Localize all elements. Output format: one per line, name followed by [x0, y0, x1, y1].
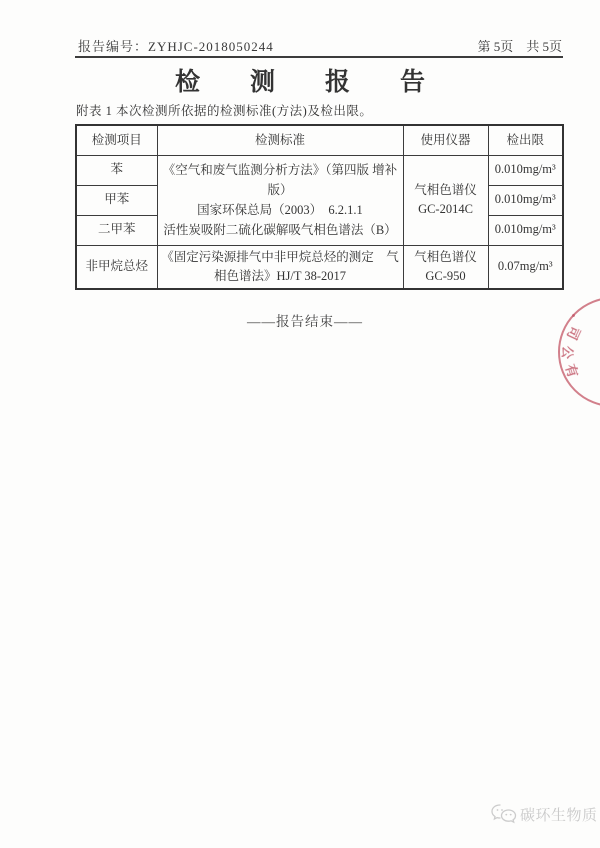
limit-benzene: 0.010mg/m³ — [488, 155, 563, 185]
report-number-label: 报告编号： — [78, 39, 149, 54]
item-nmhc: 非甲烷总烃 — [76, 245, 157, 289]
standard-line-1: 《空气和废气监测分析方法》（第四版 增补版） — [162, 163, 398, 197]
report-number-value: ZYHJC-2018050244 — [148, 39, 274, 54]
page-title: 检 测 报 告 — [174, 69, 425, 96]
standard-line-3: 活性炭吸附二硫化碳解吸气相色谱法（B） — [163, 223, 397, 237]
standard-group2: 《固定污染源排气中非甲烷总烃的测定 气相色谱法》HJ/T 38-2017 — [157, 245, 403, 289]
col-header-standard: 检测标准 — [157, 125, 403, 155]
col-header-item: 检测项目 — [76, 125, 157, 155]
limit-toluene: 0.010mg/m³ — [488, 185, 563, 215]
watermark — [490, 803, 598, 825]
item-toluene: 甲苯 — [76, 185, 157, 215]
red-seal-char: 公 — [559, 345, 576, 360]
red-seal-char: 有 — [562, 362, 581, 380]
instrument-name-2: 气相色谱仪 — [414, 249, 477, 264]
instrument-model-2: GC-950 — [425, 268, 466, 283]
col-header-limit: 检出限 — [488, 125, 563, 155]
report-end-note: ——报告结束—— — [247, 314, 363, 329]
instrument-name-1: 气相色谱仪 — [414, 182, 477, 197]
limit-nmhc: 0.07mg/m³ — [488, 245, 563, 289]
table-row — [76, 155, 563, 185]
table-header-row — [76, 125, 563, 155]
page-indicator: 第 5页 共 5页 — [477, 39, 562, 54]
header-divider — [75, 56, 563, 58]
table-caption: 附表 1 本次检测所依据的检测标准(方法)及检出限。 — [76, 104, 373, 118]
instrument-group2 — [403, 245, 488, 289]
limit-xylene: 0.010mg/m³ — [488, 215, 563, 245]
chat-bubbles-icon — [490, 803, 517, 825]
red-seal-char: 司 — [564, 324, 584, 343]
watermark-text: 碳环生物质 — [520, 806, 598, 824]
col-header-instrument: 使用仪器 — [403, 125, 488, 155]
standard-line-2: 国家环保总局（2003） 6.2.1.1 — [197, 203, 363, 217]
instrument-model-1: GC-2014C — [418, 202, 473, 216]
report-number-line — [78, 36, 274, 55]
table-row — [76, 245, 563, 289]
standards-table — [75, 124, 564, 290]
item-benzene: 苯 — [76, 155, 157, 185]
instrument-group1 — [403, 155, 488, 245]
item-xylene: 二甲苯 — [76, 215, 157, 245]
standard-group1 — [157, 155, 403, 245]
